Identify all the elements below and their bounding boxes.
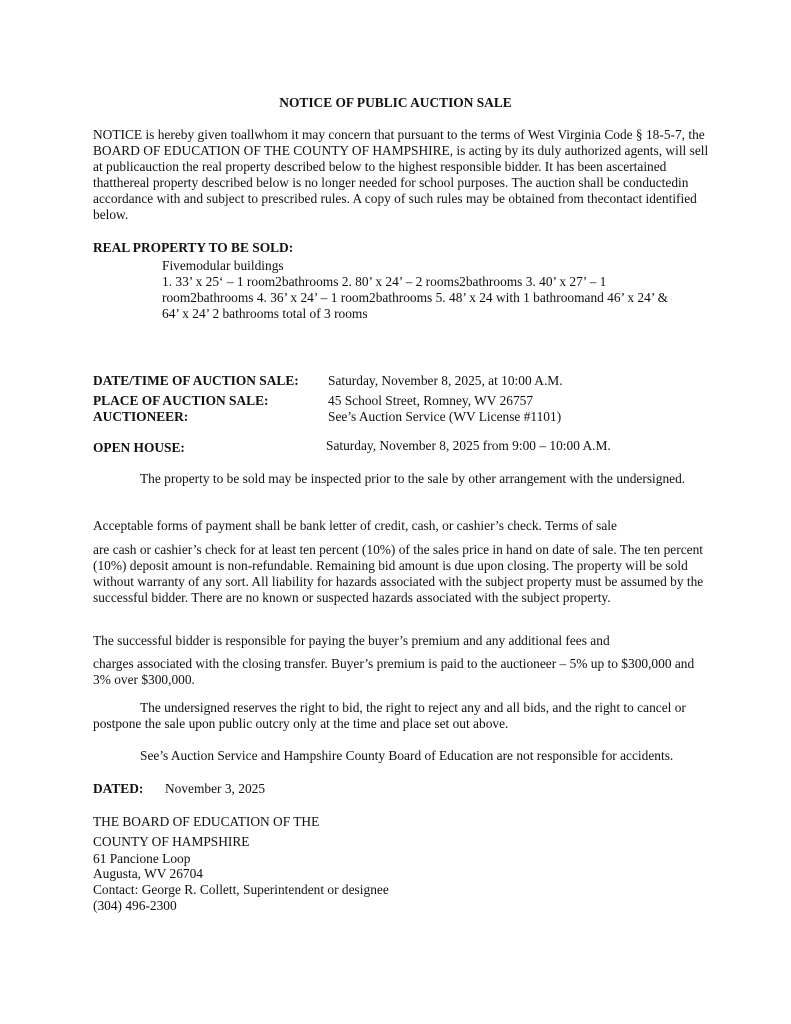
payment-first-line: Acceptable forms of payment shall be bank letter of credit, cash, or cashier’s check. Terms of sale bbox=[93, 518, 617, 533]
premium-first-line: The successful bidder is responsible for paying the buyer’s premium and any additional fees and bbox=[93, 633, 610, 648]
openhouse-label: OPEN HOUSE: bbox=[93, 440, 185, 455]
property-summary: Fivemodular buildings bbox=[162, 258, 284, 273]
liability-statement: See’s Auction Service and Hampshire County Board of Education are not responsible for accidents. bbox=[140, 748, 674, 763]
auctioneer-value: See’s Auction Service (WV License #1101) bbox=[328, 409, 562, 424]
place-label: PLACE OF AUCTION SALE: bbox=[93, 393, 269, 408]
signature-address-street: 61 Pancione Loop bbox=[93, 851, 191, 866]
premium-paragraph: charges associated with the closing transfer. Buyer’s premium is paid to the auctioneer – 5% up to $300,000 and 3% over $300,000. bbox=[93, 656, 695, 687]
signature-line-1: THE BOARD OF EDUCATION OF THE bbox=[93, 814, 320, 829]
openhouse-value: Saturday, November 8, 2025 from 9:00 – 10:00 A.M. bbox=[326, 438, 611, 453]
place-value: 45 School Street, Romney, WV 26757 bbox=[328, 393, 534, 408]
property-heading: REAL PROPERTY TO BE SOLD: bbox=[93, 240, 294, 255]
signature-contact: Contact: George R. Collett, Superintendent or designee bbox=[93, 882, 389, 897]
notice-title: NOTICE OF PUBLIC AUCTION SALE bbox=[279, 95, 512, 110]
inspect-paragraph: The property to be sold may be inspected prior to the sale by other arrangement with the undersigned. bbox=[140, 471, 686, 486]
dated-value: November 3, 2025 bbox=[165, 781, 266, 796]
intro-paragraph: NOTICE is hereby given toallwhom it may concern that pursuant to the terms of West Virginia Code § 18-5-7, the BOARD OF EDUCATION OF THE COUNTY OF HAMPSHIRE, is acting by its duly authorized agents, will sell at publicauction the real property described below to the highest responsible bidder. It has been ascertained thatthereal property described below is no longer needed for school purposes. The auction shall be conductedin accordance with and subject to prescribed rules. A copy of such rules may be obtained from thecontact identified below. bbox=[93, 127, 709, 222]
signature-line-2: COUNTY OF HAMPSHIRE bbox=[93, 834, 250, 849]
signature-phone: (304) 496-2300 bbox=[93, 898, 177, 913]
signature-address-city: Augusta, WV 26704 bbox=[93, 866, 203, 881]
datetime-label: DATE/TIME OF AUCTION SALE: bbox=[93, 373, 299, 388]
property-details: 1. 33’ x 25‘ – 1 room2bathrooms 2. 80’ x 24’ – 2 rooms2bathrooms 3. 40’ x 27’ – 1 room2bathrooms 4. 36’ x 24’ – 1 room2bathrooms 5. 48’ x 24 with 1 bathroomand 46’ x 24’ & 64’ x 24’ 2 bathrooms total of 3 rooms bbox=[162, 274, 669, 321]
payment-paragraph: are cash or cashier’s check for at least ten percent (10%) of the sales price in hand on date of sale. The ten percent (10%) deposit amount is non-refundable. Remaining bid amount is due upon closing. The property will be sold without warranty of any sort. All liability for hazards associated with the subject property must be assumed by the successful bidder. There are no known or suspected hazards associated with the subject property. bbox=[93, 542, 704, 605]
reserve-paragraph: The undersigned reserves the right to bid, the right to reject any and all bids, and the right to cancel or postpone the sale upon public outcry only at the time and place set out above. bbox=[93, 700, 686, 731]
auctioneer-label: AUCTIONEER: bbox=[93, 409, 189, 424]
datetime-value: Saturday, November 8, 2025, at 10:00 A.M. bbox=[328, 373, 563, 388]
dated-label: DATED: bbox=[93, 781, 144, 796]
